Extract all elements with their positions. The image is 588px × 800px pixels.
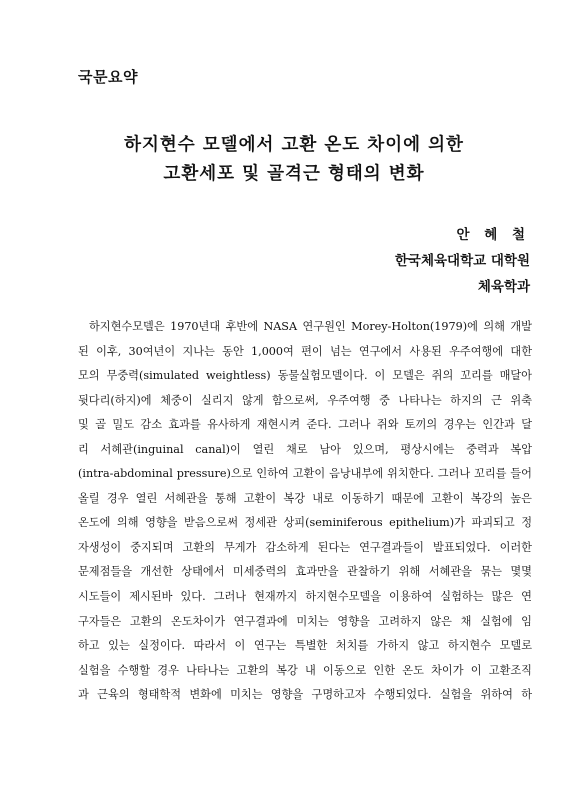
abstract-line: 및 골 밀도 감소 효과를 유사하게 재현시켜 준다. 그러나 쥐와 토끼의 경우는 인간과 달 <box>78 418 532 432</box>
abstract-line: 리 서혜관(inguinal canal)이 열린 채로 남아 있으며, 평상시에는 중력과 복압 <box>78 442 532 456</box>
abstract-line: 된 이후, 30여년이 지나는 동안 1,000여 편이 넘는 연구에서 사용된 우주여행에 대한 <box>78 344 532 358</box>
abstract-line: 하지현수모델은 1970년대 후반에 NASA 연구원인 Morey-Holton(1979)에 의해 개발 <box>89 320 532 333</box>
author-name: 안 혜 철 <box>456 227 530 243</box>
abstract-line: 문제점들을 개선한 상태에서 미세중력의 효과만을 관찰하기 위해 서혜관을 묶는 몇몇 <box>78 565 532 579</box>
abstract-line: 온도에 의해 영향을 받음으로써 정세관 상피(seminiferous epithelium)가 파괴되고 정 <box>78 516 532 530</box>
abstract-line: 시도들이 제시된바 있다. 그러나 현재까지 하지현수모델을 이용하여 실험하는 많은 연 <box>78 590 532 604</box>
abstract-line: 모의 무중력(simulated weightless) 동물실험모델이다. 이 모델은 쥐의 꼬리를 매달아 <box>78 369 532 383</box>
author-affiliation: 한국체육대학교 대학원 <box>394 253 530 269</box>
paper-title-line-1: 하지현수 모델에서 고환 온도 차이에 의한 <box>124 135 464 155</box>
abstract-line: 과 근육의 형태학적 변화에 미치는 영향을 구명하고자 수행되었다. 실험을 위하여 하 <box>78 688 532 702</box>
abstract-line: 하고 있는 실정이다. 따라서 이 연구는 특별한 처치를 가하지 않고 하지현수 모델로 <box>78 639 532 653</box>
author-block <box>395 222 530 300</box>
abstract-line: 구자들은 고환의 온도차이가 연구결과에 미치는 영향을 고려하지 않은 채 실험에 임 <box>78 614 532 628</box>
abstract-body <box>78 318 532 711</box>
section-label: 국문요약 <box>78 68 138 86</box>
abstract-line: 올릴 경우 열린 서혜관을 통해 고환이 복강 내로 이동하기 때문에 고환이 복강의 높은 <box>78 491 532 505</box>
abstract-line: (intra-abdominal pressure)으로 인하여 고환이 음낭내부에 위치한다. 그러나 꼬리를 들어 <box>78 467 532 481</box>
abstract-line: 실험을 수행할 경우 나타나는 고환의 복강 내 이동으로 인한 온도 차이가 이 고환조직 <box>78 663 532 677</box>
author-department: 체육학과 <box>477 279 530 295</box>
abstract-line: 뒷다리(하지)에 체중이 실리지 않게 함으로써, 우주여행 중 나타나는 하지의 근 위축 <box>78 393 532 407</box>
paper-title-line-2: 고환세포 및 골격근 형태의 변화 <box>163 164 425 184</box>
abstract-line: 자생성이 중지되며 고환의 무게가 감소하게 된다는 연구결과들이 발표되었다. 이러한 <box>78 540 532 554</box>
